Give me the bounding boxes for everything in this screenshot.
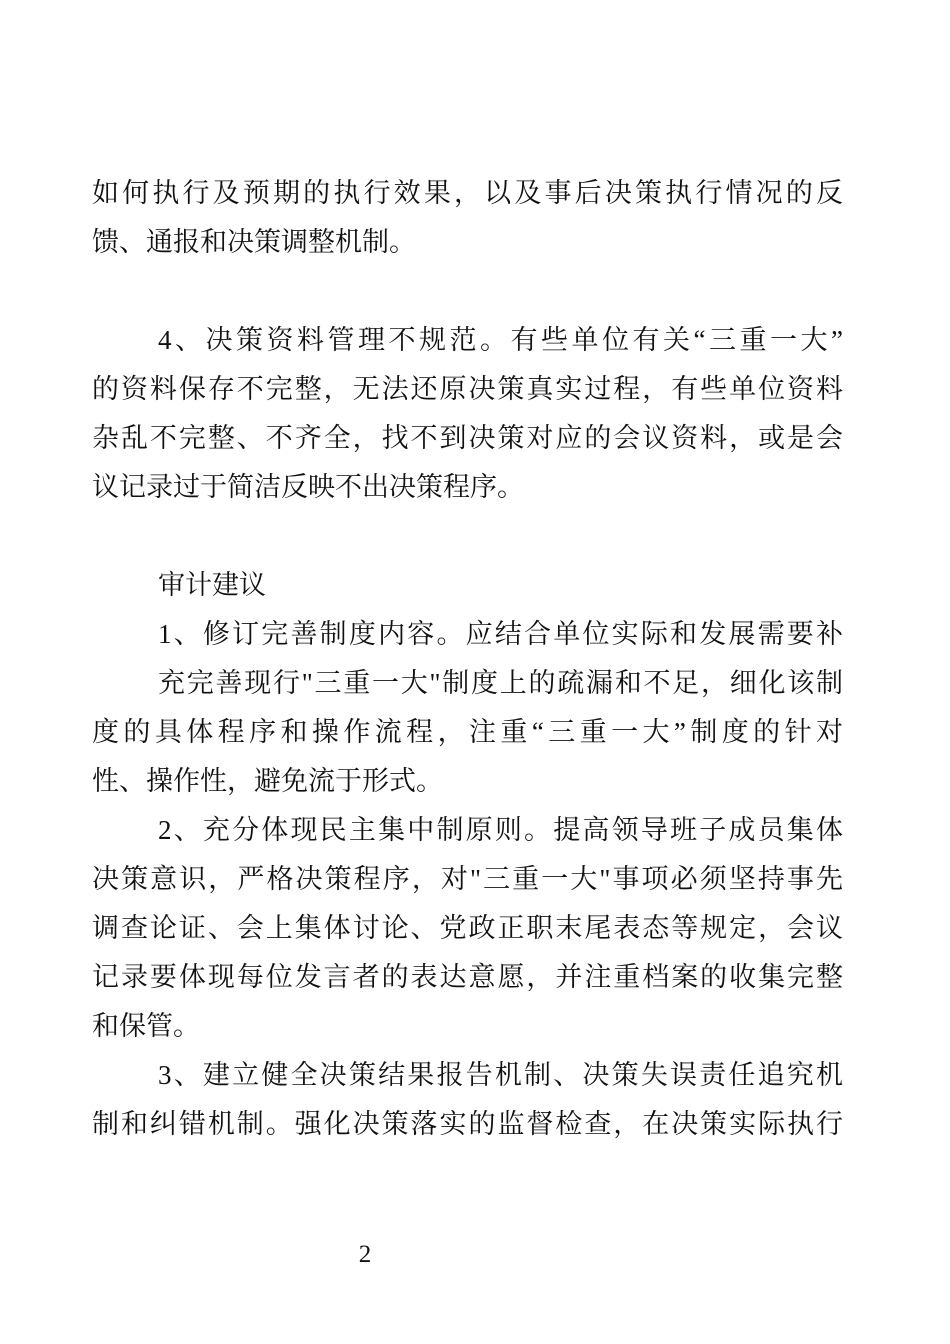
text-line: 性、操作性，避免流于形式。 (92, 766, 443, 796)
text-line: 记录要体现每位发言者的表达意愿，并注重档案的收集完整 (92, 962, 843, 992)
text-line: 决策意识，严格决策程序，对"三重一大"事项必须坚持事先 (92, 864, 843, 894)
text-line: 如何执行及预期的执行效果，以及事后决策执行情况的反 (92, 178, 843, 208)
text-line: 2、充分体现民主集中制原则。提高领导班子成员集体 (158, 815, 843, 845)
page-number: 2 (358, 1241, 372, 1268)
text-line: 的资料保存不完整，无法还原决策真实过程，有些单位资料 (92, 374, 843, 404)
text-line: 和保管。 (92, 1011, 200, 1041)
text-line: 充完善现行"三重一大"制度上的疏漏和不足，细化该制 (158, 668, 843, 698)
document-body (92, 169, 843, 1149)
text-line: 议记录过于简洁反映不出决策程序。 (92, 472, 524, 502)
text-line: 4、决策资料管理不规范。有些单位有关“三重一大” (158, 325, 843, 355)
text-line: 3、建立健全决策结果报告机制、决策失误责任追究机 (158, 1060, 843, 1090)
text-line: 1、修订完善制度内容。应结合单位实际和发展需要补 (158, 619, 843, 649)
text-line: 调查论证、会上集体讨论、党政正职末尾表态等规定，会议 (92, 913, 843, 943)
text-line: 制和纠错机制。强化决策落实的监督检查，在决策实际执行 (92, 1109, 843, 1139)
text-line: 度的具体程序和操作流程，注重“三重一大”制度的针对 (92, 717, 843, 747)
blank-line (92, 267, 843, 316)
text-line: 馈、通报和决策调整机制。 (92, 227, 416, 257)
blank-line (92, 512, 843, 561)
text-line: 杂乱不完整、不齐全，找不到决策对应的会议资料，或是会 (92, 423, 843, 453)
text-line: 审计建议 (158, 570, 266, 600)
